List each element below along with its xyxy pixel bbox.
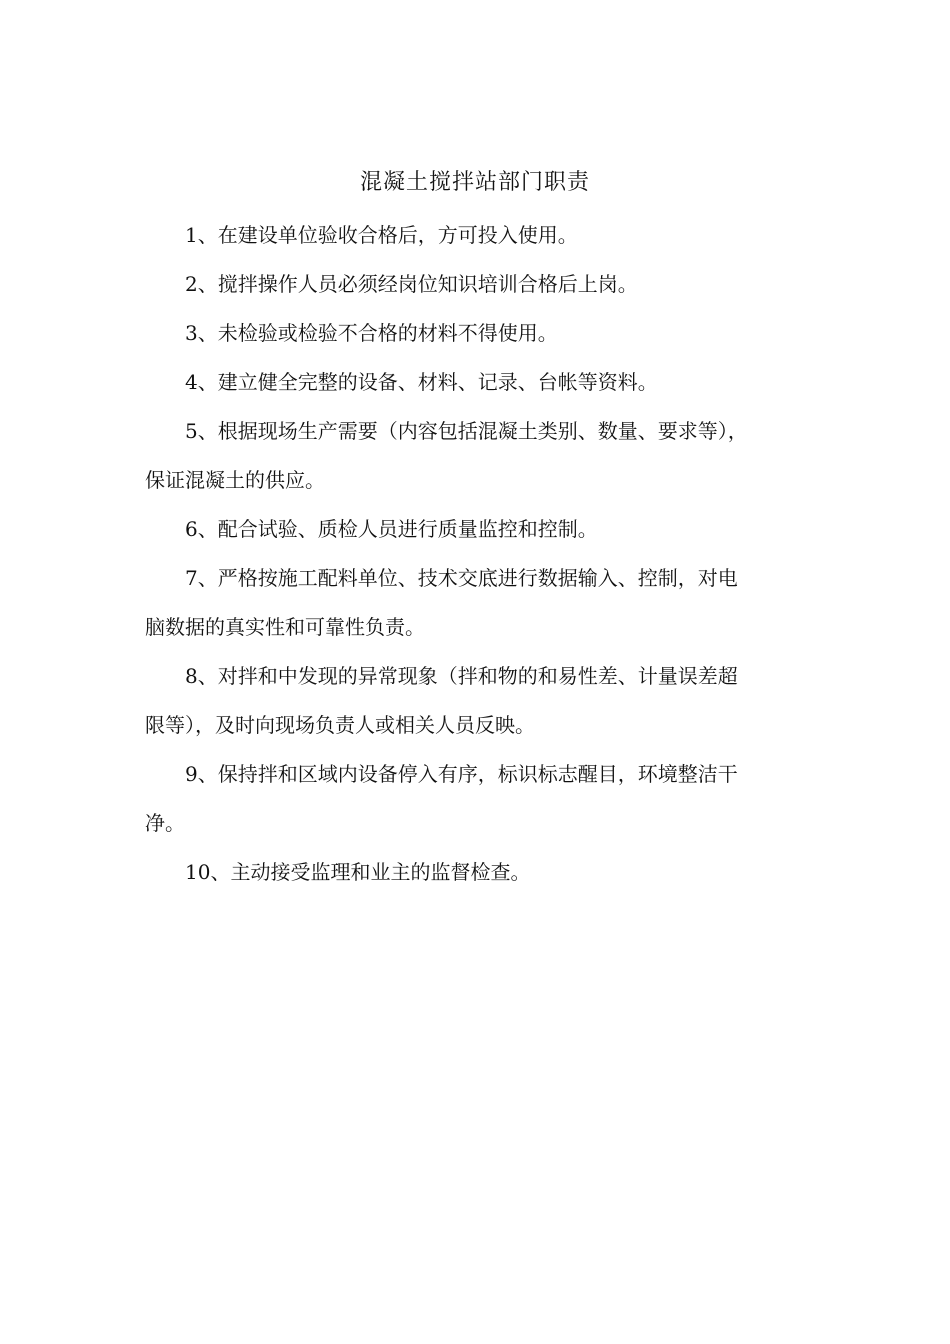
list-item-8 bbox=[145, 660, 805, 741]
item-text: 9、保持拌和区域内设备停入有序，标识标志醒目，环境整洁干 bbox=[185, 762, 738, 786]
list-item-1 bbox=[145, 219, 805, 251]
item-text: 1、在建设单位验收合格后，方可投入使用。 bbox=[185, 223, 578, 247]
document-body bbox=[145, 219, 805, 905]
list-item-5 bbox=[145, 415, 805, 496]
item-text: 6、配合试验、质检人员进行质量监控和控制。 bbox=[185, 517, 598, 541]
list-item-9 bbox=[145, 758, 805, 839]
list-item-2 bbox=[145, 268, 805, 300]
item-text: 4、建立健全完整的设备、材料、记录、台帐等资料。 bbox=[185, 370, 658, 394]
item-text: 10、主动接受监理和业主的监督检查。 bbox=[185, 860, 531, 884]
document-title: 混凝土搅拌站部门职责 bbox=[359, 170, 590, 195]
item-text: 8、对拌和中发现的异常现象（拌和物的和易性差、计量误差超 bbox=[185, 664, 738, 688]
list-item-10 bbox=[145, 856, 805, 888]
item-text-continuation: 保证混凝土的供应。 bbox=[145, 468, 325, 492]
item-text-continuation: 净。 bbox=[145, 811, 185, 835]
item-text: 2、搅拌操作人员必须经岗位知识培训合格后上岗。 bbox=[185, 272, 638, 296]
item-text: 5、根据现场生产需要（内容包括混凝土类别、数量、要求等）， bbox=[185, 419, 748, 443]
list-item-6 bbox=[145, 513, 805, 545]
item-text-continuation: 脑数据的真实性和可靠性负责。 bbox=[145, 615, 425, 639]
item-text: 7、严格按施工配料单位、技术交底进行数据输入、控制，对电 bbox=[185, 566, 738, 590]
list-item-3 bbox=[145, 317, 805, 349]
list-item-7 bbox=[145, 562, 805, 643]
list-item-4 bbox=[145, 366, 805, 398]
item-text-continuation: 限等），及时向现场负责人或相关人员反映。 bbox=[145, 713, 535, 737]
item-text: 3、未检验或检验不合格的材料不得使用。 bbox=[185, 321, 558, 345]
